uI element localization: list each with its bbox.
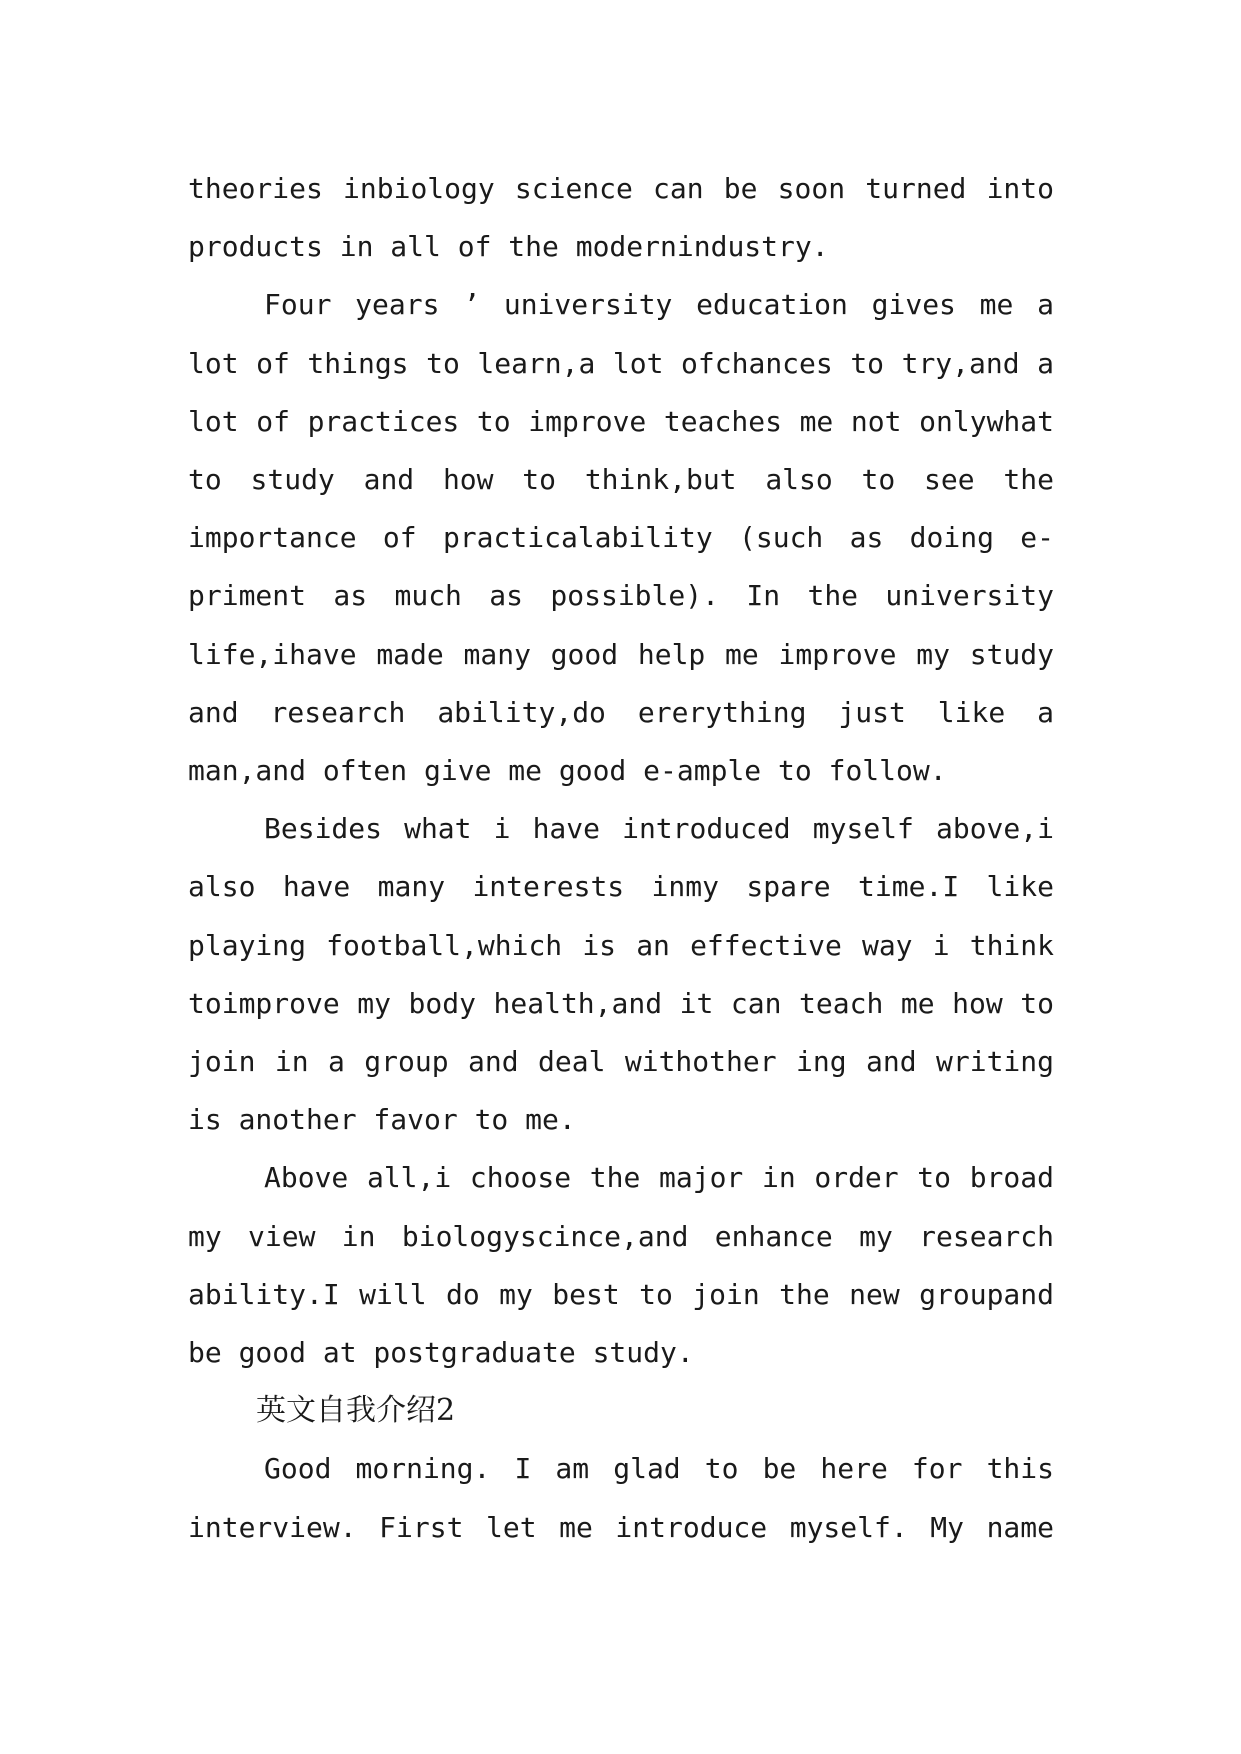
paragraph-university-education: Four years ’ university education gives me a lot of things to learn,a lot ofchances to try,and a lot of practices to improve teaches me not onlywhat to study and how to think,but also to see the importance of practicalability (such as doing e-priment as much as possible). In the university life,ihave made many good help me improve my study and research ability,do ererything just like a man,and often give me good e-ample to follow.: [188, 288, 1054, 788]
document-body: [188, 160, 1054, 1557]
paragraph-continued: theories inbiology science can be soon turned into products in all of the modernindustry.: [188, 172, 1054, 264]
section-heading: 英文自我介绍2: [256, 1393, 456, 1429]
paragraph-interview-intro: Good morning. I am glad to be here for this interview. First let me introduce myself. My name: [188, 1452, 1054, 1544]
paragraph-interests: Besides what i have introduced myself above,i also have many interests inmy spare time.I like playing football,which is an effective way i think toimprove my body health,and it can teach me how to join in a group and deal withother ing and writing is another favor to me.: [188, 812, 1054, 1137]
paragraph-conclusion: Above all,i choose the major in order to broad my view in biologyscince,and enhance my research ability.I will do my best to join the new groupand be good at postgraduate study.: [188, 1161, 1054, 1370]
